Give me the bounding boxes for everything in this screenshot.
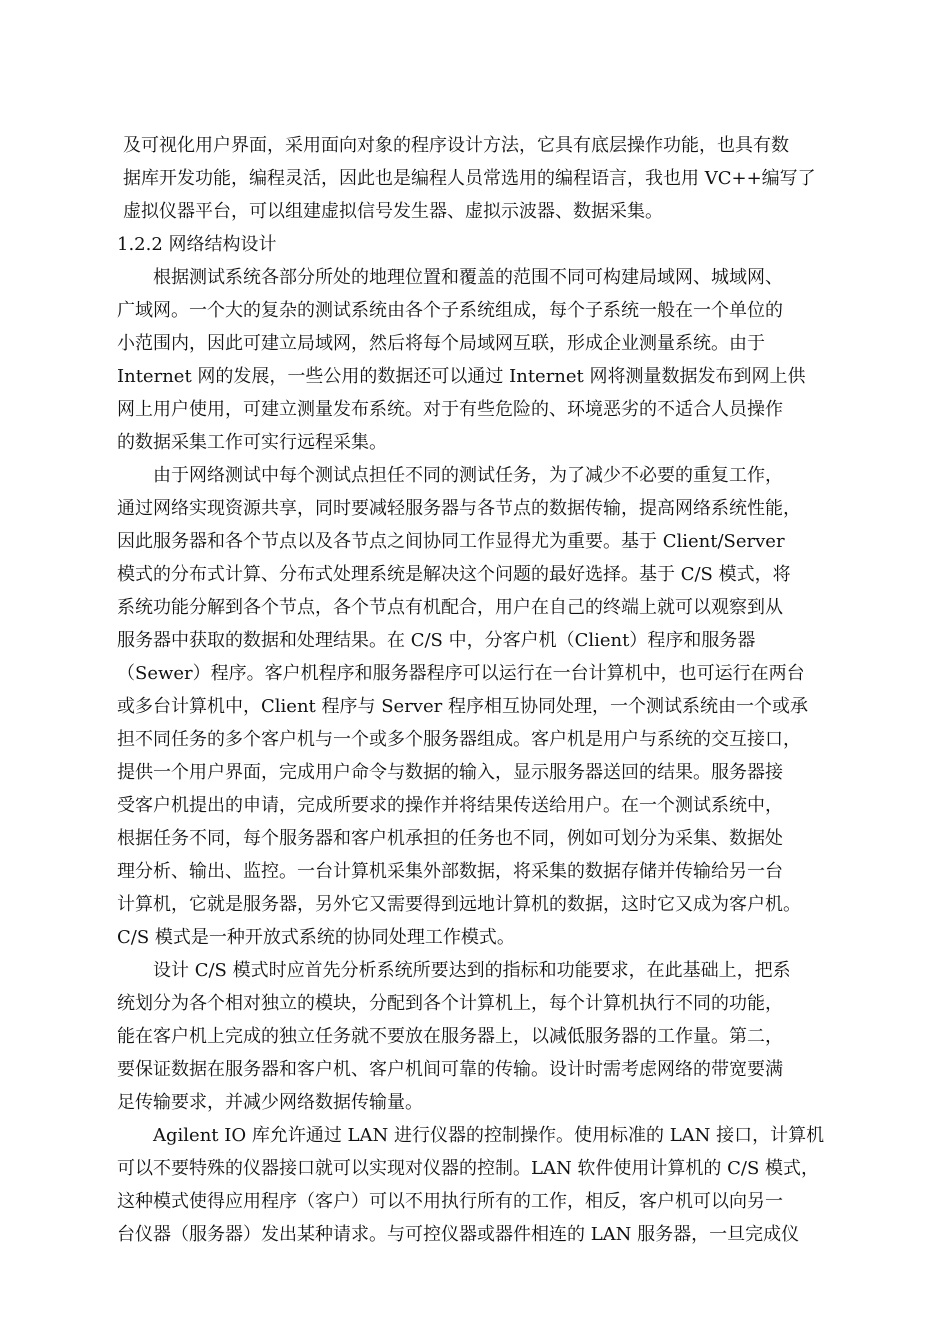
- text-line: 根据任务不同，每个服务器和客户机承担的任务也不同，例如可划分为采集、数据处: [117, 828, 783, 849]
- text-line: 台仪器（服务器）发出某种请求。与可控仪器或器件相连的 LAN 服务器，一旦完成仪: [117, 1224, 800, 1245]
- text-line: 通过网络实现资源共享，同时要减轻服务器与各节点的数据传输，提高网络系统性能，: [117, 498, 801, 519]
- text-line: 虚拟仪器平台，可以组建虚拟信号发生器、虚拟示波器、数据采集。: [123, 201, 663, 222]
- text-line: 广域网。一个大的复杂的测试系统由各个子系统组成，每个子系统一般在一个单位的: [117, 300, 783, 321]
- text-line: 要保证数据在服务器和客户机、客户机间可靠的传输。设计时需考虑网络的带宽要满: [117, 1059, 783, 1080]
- text-line: 计算机，它就是服务器，另外它又需要得到远地计算机的数据，这时它又成为客户机。: [117, 894, 801, 915]
- text-line: 的数据采集工作可实行远程采集。: [117, 432, 387, 453]
- text-line: 设计 C/S 模式时应首先分析系统所要达到的指标和功能要求，在此基础上，把系: [153, 960, 791, 981]
- text-line: Agilent IO 库允许通过 LAN 进行仪器的控制操作。使用标准的 LAN 接口，计算机: [153, 1125, 825, 1146]
- text-line: 模式的分布式计算、分布式处理系统是解决这个问题的最好选择。基于 C/S 模式，将: [117, 564, 791, 585]
- text-line: Internet 网的发展，一些公用的数据还可以通过 Internet 网将测量数据发布到网上供: [117, 366, 806, 387]
- text-line: 统划分为各个相对独立的模块，分配到各个计算机上，每个计算机执行不同的功能，: [117, 993, 783, 1014]
- text-line: 小范围内，因此可建立局域网，然后将每个局域网互联，形成企业测量系统。由于: [117, 333, 765, 354]
- text-line: 系统功能分解到各个节点，各个节点有机配合，用户在自己的终端上就可以观察到从: [117, 597, 783, 618]
- text-line: （Sewer）程序。客户机程序和服务器程序可以运行在一台计算机中，也可运行在两台: [117, 663, 805, 684]
- text-line: 担不同任务的多个客户机与一个或多个服务器组成。客户机是用户与系统的交互接口，: [117, 729, 801, 750]
- text-line: 网上用户使用，可建立测量发布系统。对于有些危险的、环境恶劣的不适合人员操作: [117, 399, 783, 420]
- section-heading: 1.2.2 网络结构设计: [117, 234, 277, 255]
- text-line: 可以不要特殊的仪器接口就可以实现对仪器的控制。LAN 软件使用计算机的 C/S 模式，: [117, 1158, 820, 1179]
- text-line: 据库开发功能，编程灵活，因此也是编程人员常选用的编程语言，我也用 VC++编写了: [123, 168, 816, 189]
- text-line: 因此服务器和各个节点以及各节点之间协同工作显得尤为重要。基于 Client/Server: [117, 531, 785, 552]
- text-line: 服务器中获取的数据和处理结果。在 C/S 中，分客户机（Client）程序和服务器: [117, 630, 756, 651]
- text-line: 及可视化用户界面，采用面向对象的程序设计方法，它具有底层操作功能，也具有数: [123, 135, 789, 156]
- text-line: 能在客户机上完成的独立任务就不要放在服务器上，以减低服务器的工作量。第二，: [117, 1026, 783, 1047]
- text-line: 提供一个用户界面，完成用户命令与数据的输入，显示服务器送回的结果。服务器接: [117, 762, 783, 783]
- text-line: 由于网络测试中每个测试点担任不同的测试任务，为了减少不必要的重复工作，: [153, 465, 783, 486]
- text-line: 足传输要求，并减少网络数据传输量。: [117, 1092, 423, 1113]
- text-line: C/S 模式是一种开放式系统的协同处理工作模式。: [117, 927, 515, 948]
- text-line: 理分析、输出、监控。一台计算机采集外部数据，将采集的数据存储并传输给另一台: [117, 861, 783, 882]
- text-line: 根据测试系统各部分所处的地理位置和覆盖的范围不同可构建局域网、城域网、: [153, 267, 783, 288]
- text-line: 这种模式使得应用程序（客户）可以不用执行所有的工作，相反，客户机可以向另一: [117, 1191, 783, 1212]
- text-line: 受客户机提出的申请，完成所要求的操作并将结果传送给用户。在一个测试系统中，: [117, 795, 783, 816]
- text-line: 或多台计算机中，Client 程序与 Server 程序相互协同处理，一个测试系统由一个或承: [117, 696, 808, 717]
